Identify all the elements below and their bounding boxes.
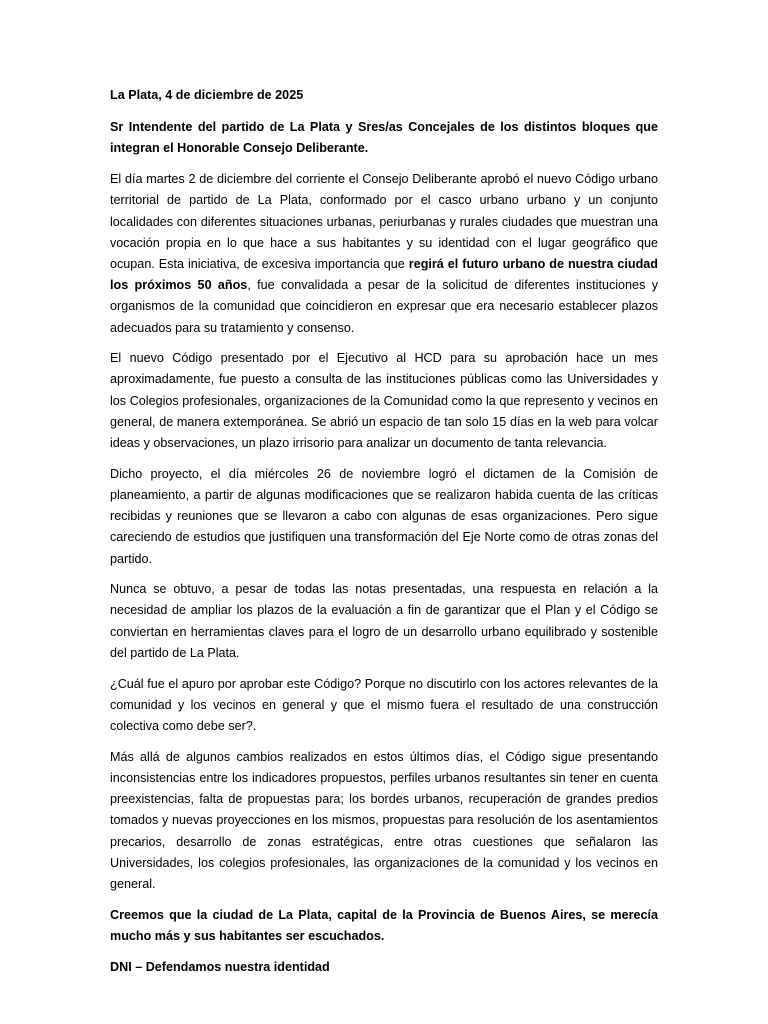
- paragraph-5: ¿Cuál fue el apuro por aprobar este Código? Porque no discutirlo con los actores relevantes de la comunidad y los vecinos en general y que el mismo fuera el resultado de una construcción colectiva como debe ser?.: [110, 676, 658, 733]
- paragraph-4: Nunca se obtuvo, a pesar de todas las notas presentadas, una respuesta en relación a la necesidad de ampliar los plazos de la evaluación a fin de garantizar que el Plan y el Código se conviertan en herramientas claves para el logro de un desarrollo urbano equilibrado y sostenible del partido de La Plata.: [110, 582, 658, 660]
- signature: DNI – Defendamos nuestra identidad: [110, 959, 330, 974]
- paragraph-2: El nuevo Código presentado por el Ejecutivo al HCD para su aprobación hace un mes aproximadamente, fue puesto a consulta de las instituciones públicas como las Universidades y los Colegios profesionales, organizaciones de la Comunidad como la que represento y vecinos en general, de manera extemporánea. Se abrió un espacio de tan solo 15 días en la web para volcar ideas y observaciones, un plazo irrisorio para analizar un documento de tanta relevancia.: [110, 351, 658, 451]
- paragraph-1-emphasis: regirá el futuro urbano de nuestra ciudad los próximos 50 años: [110, 256, 658, 293]
- paragraph-1: [110, 169, 658, 339]
- paragraph-6: Más allá de algunos cambios realizados en estos últimos días, el Código sigue presentando inconsistencias entre los indicadores propuestos, perfiles urbanos resultantes sin tener en cuenta preexistencias, falta de propuestas para; los bordes urbanos, recuperación de grandes predios tomados y nuevas proyecciones en los mismos, propuestas para resolución de los asentamientos precarios, desarrollo de zonas estratégicas, entre otras cuestiones que señalaron las Universidades, los colegios profesionales, las organizaciones de la comunidad y los vecinos en general.: [110, 749, 658, 891]
- paragraph-1-text-a: El día martes 2 de diciembre del corriente el Consejo Deliberante aprobó el nuevo Código urbano territorial de partido de La Plata, conformado por el casco urbano urbano y un conjunto localidades con diferentes situaciones urbanas, periurbanas y rurales ciudades que muestran una vocación propia en lo que hace a sus habitantes y su identidad con el lugar geográfico que ocupan. Esta iniciativa, de excesiva importancia que: [110, 172, 658, 271]
- letter-document: [110, 85, 658, 987]
- closing-statement: Creemos que la ciudad de La Plata, capital de la Provincia de Buenos Aires, se merecía mucho más y sus habitantes ser escuchados.: [110, 907, 658, 943]
- letter-date: La Plata, 4 de diciembre de 2025: [110, 88, 304, 102]
- letter-addressee: Sr Intendente del partido de La Plata y Sres/as Concejales de los distintos bloques que integran el Honorable Consejo Deliberante.: [110, 120, 658, 156]
- paragraph-1-text-b: , fue convalidada a pesar de la solicitud de diferentes instituciones y organismos de la comunidad que coincidieron en expresar que era necesario establecer plazos adecuados para su tratamiento y consenso.: [110, 278, 658, 335]
- paragraph-3: Dicho proyecto, el día miércoles 26 de noviembre logró el dictamen de la Comisión de planeamiento, a partir de algunas modificaciones que se realizaron habida cuenta de las críticas recibidas y reuniones que se llevaron a cabo con algunas de esas organizaciones. Pero sigue careciendo de estudios que justifiquen una transformación del Eje Norte como de otras zonas del partido.: [110, 466, 658, 566]
